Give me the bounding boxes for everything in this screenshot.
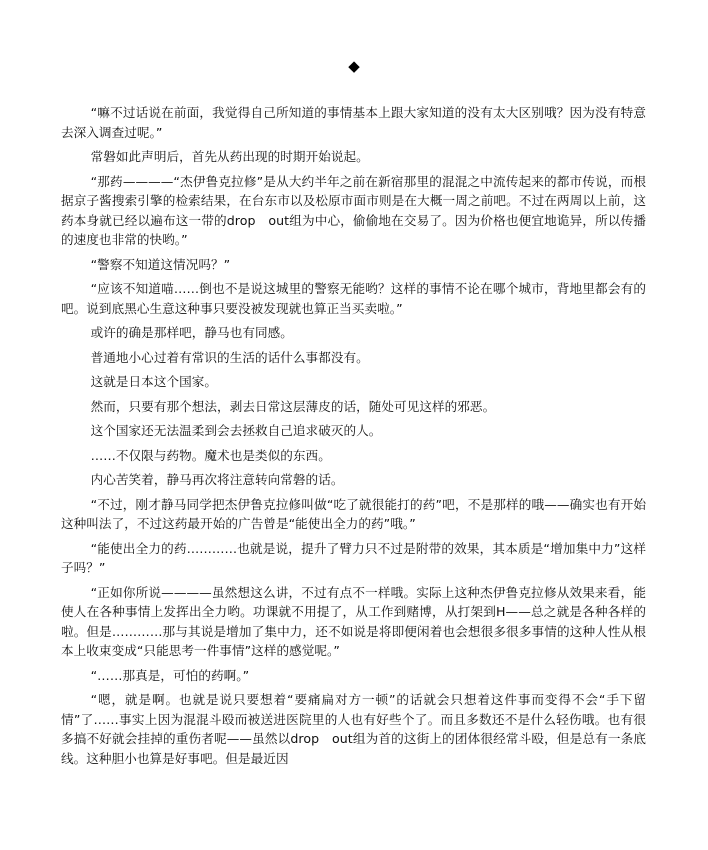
paragraph: ……不仅限与药物。魔术也是类似的东西。 xyxy=(90,447,331,463)
paragraph: “嗯，就是啊。也就是说只要想着“要痛扁对方一顿”的话就会只想着这件事而变得不会“手下留情”了……事实上因为混混斗殴而被送进医院里的人也有好些个了。而且多数还不是什么轻伤哦。也有很多搞不好就会挂掉的重伤者呢——虽然以drop out组为首的这街上的团体很经常斗殴，但是总有一条底线。这种胆小也算是好事吧。但是最近因 xyxy=(61,692,646,766)
paragraph: “能使出全力的药…………也就是说，提升了臂力只不过是附带的效果，其本质是“增加集中力”这样子吗？” xyxy=(61,540,646,575)
section-break-diamond-icon: ◆ xyxy=(348,57,360,75)
paragraph: 普通地小心过着有常识的生活的话什么事都没有。 xyxy=(90,349,369,365)
paragraph: “警察不知道这情况吗？” xyxy=(90,256,231,272)
paragraph: 这就是日本这个国家。 xyxy=(90,374,218,389)
paragraph: “嘛不过话说在前面，我觉得自己所知道的事情基本上跟大家知道的没有太大区别哦？因为没有特意去深入调查过呢。” xyxy=(61,105,646,140)
paragraph: 常磐如此声明后，首先从药出现的时期开始说起。 xyxy=(90,149,369,164)
paragraph: 或许的确是那样吧，静马也有同感。 xyxy=(90,325,293,340)
paragraph: “那药————“杰伊鲁克拉修”是从大约半年之前在新宿那里的混混之中流传起来的都市传说，而根据京子酱搜索引擎的检索结果，在台东市以及松原市面市则是在大概一周之前吧。不过在两周以上前，这药本身就已经以遍布这一带的drop out组为中心，偷偷地在交易了。因为价格也便宜地诡异，所以传播的速度也非常的快哟。” xyxy=(61,173,646,247)
paragraph: 然而，只要有那个想法，剥去日常这层薄皮的话，随处可见这样的邪恶。 xyxy=(90,398,496,414)
paragraph: 内心苦笑着，静马再次将注意转向常磐的话。 xyxy=(90,472,344,487)
paragraph: “应该不知道喵……倒也不是说这城里的警察无能哟？这样的事情不论在哪个城市，背地里都会有的吧。说到底黑心生意这种事只要没被发现就也算正当买卖啦。” xyxy=(61,281,646,316)
paragraph: 这个国家还无法温柔到会去拯救自己追求破灭的人。 xyxy=(90,423,382,438)
paragraph: “正如你所说————虽然想这么讲，不过有点不一样哦。实际上这种杰伊鲁克拉修从效果来看，能使人在各种事情上发挥出全力哟。功课就不用提了，从工作到赌博，从打架到H——总之就是各种各样的啦。但是…………那与其说是增加了集中力，还不如说是将即便闲着也会想很多很多事情的这种人性从根本上收束变成“只能思考一件事情”这样的感觉呢。” xyxy=(61,584,646,658)
body-text xyxy=(61,103,646,773)
paragraph: “……那真是，可怕的药啊。” xyxy=(90,667,250,683)
paragraph: “不过，刚才静马同学把杰伊鲁克拉修叫做“吃了就很能打的药”吧，不是那样的哦——确实也有开始这种叫法了，不过这药最开始的广告曾是“能使出全力的药”哦。” xyxy=(61,496,646,531)
